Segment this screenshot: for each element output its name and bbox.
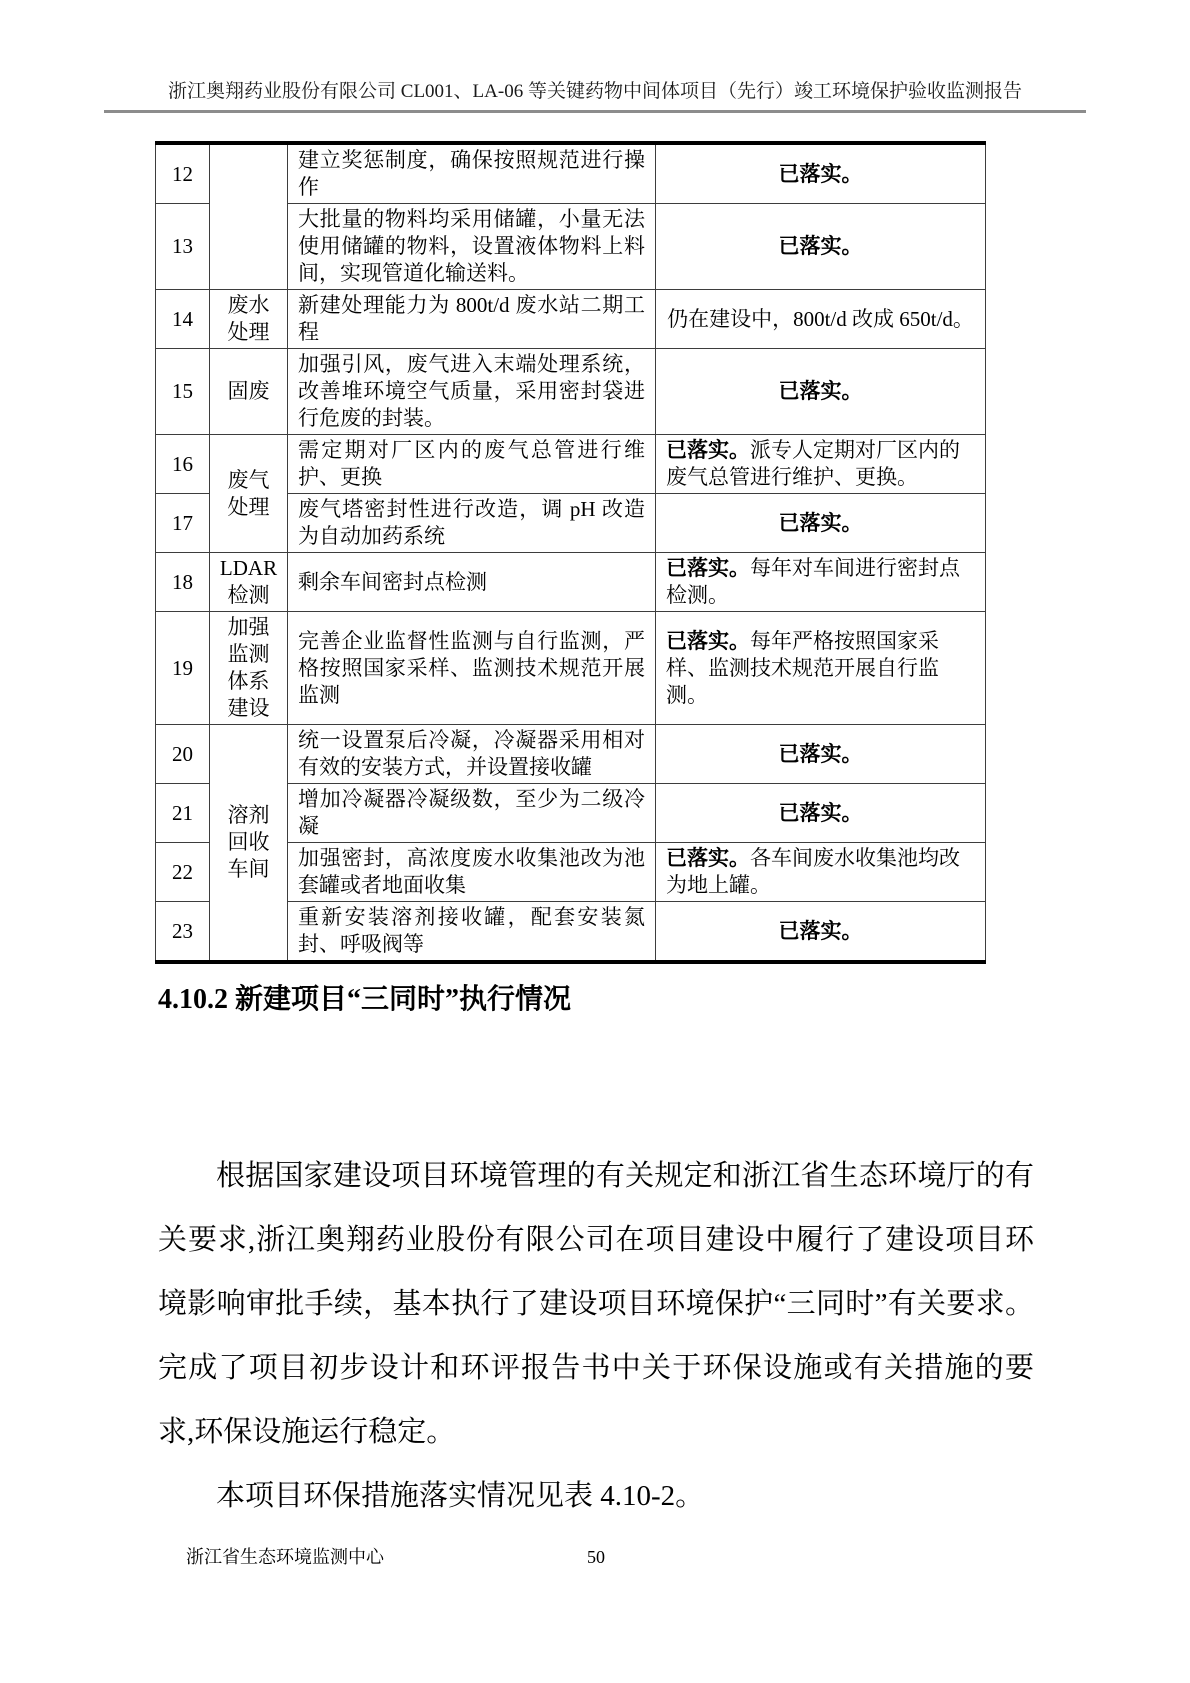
row-number-cell: 20 — [156, 725, 210, 784]
status-cell: 已落实。派专人定期对厂区内的废气总管进行维护、更换。 — [656, 435, 986, 494]
section-heading: 4.10.2 新建项目“三同时”执行情况 — [158, 984, 572, 1015]
status-cell — [656, 143, 986, 204]
category-cell: 废气处理 — [210, 435, 288, 553]
measure-cell: 统一设置泵后冷凝，冷凝器采用相对有效的安装方式，并设置接收罐 — [288, 725, 656, 784]
status-cell: 已落实。每年对车间进行密封点检测。 — [656, 553, 986, 612]
status-cell: 仍在建设中，800t/d 改成 650t/d。 — [656, 290, 986, 349]
status-cell — [656, 349, 986, 435]
status-cell: 已落实。各车间废水收集池均改为地上罐。 — [656, 843, 986, 902]
measure-cell: 新建处理能力为 800t/d 废水站二期工程 — [288, 290, 656, 349]
measure-cell: 重新安装溶剂接收罐，配套安装氮封、呼吸阀等 — [288, 902, 656, 963]
table-row — [156, 349, 986, 435]
footer-organization: 浙江省生态环境监测中心 — [186, 1547, 384, 1567]
row-number-cell: 12 — [156, 143, 210, 204]
measures-table — [155, 141, 986, 964]
category-cell: 加强监测体系建设 — [210, 612, 288, 725]
table-row — [156, 612, 986, 725]
row-number-cell: 15 — [156, 349, 210, 435]
status-implemented-label: 已落实。 — [666, 628, 750, 653]
status-implemented-label: 已落实。 — [778, 379, 863, 403]
status-implemented-label: 已落实。 — [666, 846, 750, 870]
row-number-cell: 19 — [156, 612, 210, 725]
row-number-cell: 23 — [156, 902, 210, 963]
status-implemented-label: 已落实。 — [778, 234, 863, 258]
category-cell — [210, 143, 288, 290]
row-number-cell: 22 — [156, 843, 210, 902]
row-number-cell: 17 — [156, 494, 210, 553]
status-implemented-label: 已落实。 — [778, 161, 863, 186]
page-header — [0, 80, 1190, 113]
table-row — [156, 725, 986, 784]
category-cell: 固废 — [210, 349, 288, 435]
status-cell — [656, 494, 986, 553]
status-cell — [656, 725, 986, 784]
measure-cell: 剩余车间密封点检测 — [288, 553, 656, 612]
category-cell: 溶剂回收车间 — [210, 725, 288, 963]
status-cell — [656, 204, 986, 290]
status-cell — [656, 902, 986, 963]
status-cell: 已落实。每年严格按照国家采样、监测技术规范开展自行监测。 — [656, 612, 986, 725]
row-number-cell: 21 — [156, 784, 210, 843]
status-implemented-label: 已落实。 — [778, 510, 863, 535]
measure-cell: 加强密封，高浓度废水收集池改为池套罐或者地面收集 — [288, 843, 656, 902]
row-number-cell: 13 — [156, 204, 210, 290]
status-implemented-label: 已落实。 — [778, 800, 863, 825]
header-divider — [104, 110, 1086, 113]
measure-cell: 废气塔密封性进行改造，调 pH 改造为自动加药系统 — [288, 494, 656, 553]
table-row — [156, 143, 986, 204]
table-body — [156, 143, 986, 962]
measure-cell: 完善企业监督性监测与自行监测，严格按照国家采样、监测技术规范开展监测 — [288, 612, 656, 725]
footer-page-number: 50 — [587, 1547, 605, 1567]
status-implemented-label: 已落实。 — [778, 918, 863, 943]
table-row — [156, 553, 986, 612]
body-paragraph-1: 根据国家建设项目环境管理的有关规定和浙江省生态环境厅的有关要求,浙江奥翔药业股份有限公司在项目建设中履行了建设项目环境影响审批手续，基本执行了建设项目环境保护“三同时”有关要求。完成了项目初步设计和环评报告书中关于环保设施或有关措施的要求,环保设施运行稳定。 — [158, 1160, 1034, 1448]
row-number-cell: 14 — [156, 290, 210, 349]
table-row — [156, 290, 986, 349]
status-cell — [656, 784, 986, 843]
category-cell: LDAR检测 — [210, 553, 288, 612]
category-cell: 废水处理 — [210, 290, 288, 349]
measure-cell: 大批量的物料均采用储罐，小量无法使用储罐的物料，设置液体物料上料间，实现管道化输送料。 — [288, 204, 656, 290]
measure-cell: 增加冷凝器冷凝级数，至少为二级冷凝 — [288, 784, 656, 843]
body-paragraph-2: 本项目环保措施落实情况见表 4.10-2。 — [216, 1480, 705, 1512]
measure-cell: 需定期对厂区内的废气总管进行维护、更换 — [288, 435, 656, 494]
table-row — [156, 435, 986, 494]
measure-cell: 加强引风，废气进入末端处理系统，改善堆环境空气质量，采用密封袋进行危废的封装。 — [288, 349, 656, 435]
status-implemented-label: 已落实。 — [778, 741, 863, 766]
header-title: 浙江奥翔药业股份有限公司 CL001、LA-06 等关键药物中间体项目（先行）竣工环境保护验收监测报告 — [168, 81, 1022, 102]
measure-cell: 建立奖惩制度，确保按照规范进行操作 — [288, 143, 656, 204]
row-number-cell: 18 — [156, 553, 210, 612]
status-implemented-label: 已落实。 — [666, 556, 750, 580]
row-number-cell: 16 — [156, 435, 210, 494]
status-implemented-label: 已落实。 — [666, 438, 750, 462]
